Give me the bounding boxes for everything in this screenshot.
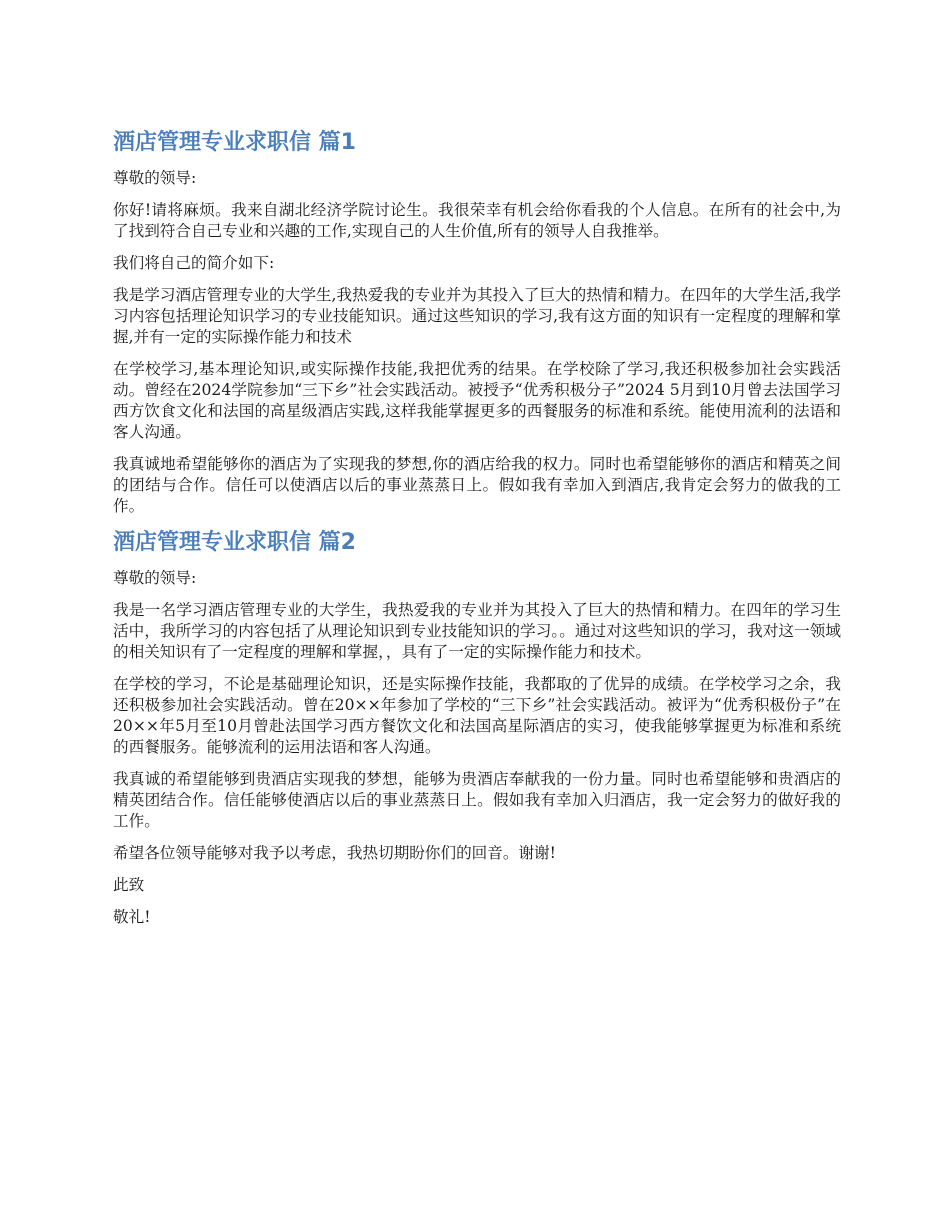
section-2-paragraph: 在学校的学习，不论是基础理论知识，还是实际操作技能，我都取的了优异的成绩。在学校学习之余，我还积极参加社会实践活动。曾在20××年参加了学校的“三下乡”社会实践活动。被评为“优秀积极份子”在20××年5月至10月曾赴法国学习西方餐饮文化和法国高星际酒店的实习，使我能够掌握更为标准和系统的西餐服务。能够流利的运用法语和客人沟通。 [113,675,841,756]
section-2-paragraph: 我是一名学习酒店管理专业的大学生，我热爱我的专业并为其投入了巨大的热情和精力。在四年的学习生活中，我所学习的内容包括了从理论知识到专业技能知识的学习。。通过对这些知识的学习，我对这一领域的相关知识有了一定程度的理解和掌握，，具有了一定的实际操作能力和技术。 [113,601,841,661]
section-2-sign-off: 敬礼! [113,908,151,926]
section-2-salutation: 尊敬的领导: [113,569,197,587]
section-1-paragraph: 在学校学习,基本理论知识,或实际操作技能,我把优秀的结果。在学校除了学习,我还积极参加社会实践活动。曾经在2024学院参加“三下乡”社会实践活动。被授予“优秀积极分子”2024 5月到10月曾去法国学习西方饮食文化和法国的高星级酒店实践,这样我能掌握更多的西餐服务的标准和系统。能使用流利的法语和客人沟通。 [113,360,841,441]
section-1-salutation: 尊敬的领导: [113,169,197,187]
section-2-closing: 此致 [113,876,145,894]
section-1-paragraph: 我是学习酒店管理专业的大学生,我热爱我的专业并为其投入了巨大的热情和精力。在四年的大学生活,我学习内容包括理论知识学习的专业技能知识。通过这些知识的学习,我有这方面的知识有一定程度的理解和掌握,并有一定的实际操作能力和技术 [113,286,841,346]
section-1-title: 酒店管理专业求职信 篇1 [113,130,356,155]
section-2-paragraph: 希望各位领导能够对我予以考虑，我热切期盼你们的回音。谢谢! [113,844,556,862]
document-page [113,128,841,939]
section-1-paragraph: 你好!请将麻烦。我来自湖北经济学院讨论生。我很荣幸有机会给你看我的个人信息。在所有的社会中,为了找到符合自己专业和兴趣的工作,实现自己的人生价值,所有的领导人自我推举。 [113,201,841,240]
section-2-title: 酒店管理专业求职信 篇2 [113,530,356,555]
section-1-paragraph: 我们将自己的简介如下: [113,254,275,272]
section-1-paragraph: 我真诚地希望能够你的酒店为了实现我的梦想,你的酒店给我的权力。同时也希望能够你的酒店和精英之间的团结与合作。信任可以使酒店以后的事业蒸蒸日上。假如我有幸加入到酒店,我肯定会努力的做我的工作。 [113,455,841,515]
section-2-paragraph: 我真诚的希望能够到贵酒店实现我的梦想，能够为贵酒店奉献我的一份力量。同时也希望能够和贵酒店的精英团结合作。信任能够使酒店以后的事业蒸蒸日上。假如我有幸加入归酒店，我一定会努力的做好我的工作。 [113,770,841,830]
